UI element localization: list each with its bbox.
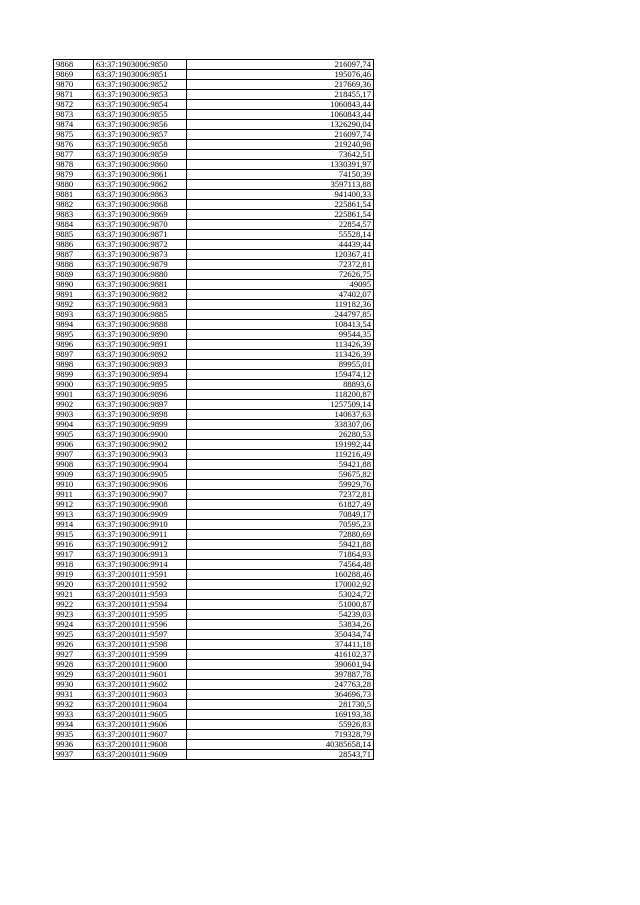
cadastral-number-cell: 63:37:1903006:9903 bbox=[94, 450, 187, 460]
row-number-cell: 9885 bbox=[54, 230, 94, 240]
row-number-cell: 9918 bbox=[54, 560, 94, 570]
value-cell: 59421,88 bbox=[187, 460, 374, 470]
value-cell: 71864,93 bbox=[187, 550, 374, 560]
cadastral-number-cell: 63:37:2001011:9601 bbox=[94, 670, 187, 680]
row-number-cell: 9886 bbox=[54, 240, 94, 250]
row-number-cell: 9901 bbox=[54, 390, 94, 400]
row-number-cell: 9888 bbox=[54, 260, 94, 270]
row-number-cell: 9934 bbox=[54, 720, 94, 730]
row-number-cell: 9907 bbox=[54, 450, 94, 460]
table-row bbox=[54, 410, 374, 420]
table-row bbox=[54, 270, 374, 280]
cadastral-number-cell: 63:37:1903006:9890 bbox=[94, 330, 187, 340]
row-number-cell: 9876 bbox=[54, 140, 94, 150]
value-cell: 55528,14 bbox=[187, 230, 374, 240]
cadastral-number-cell: 63:37:2001011:9594 bbox=[94, 600, 187, 610]
table-row bbox=[54, 570, 374, 580]
cadastral-number-cell: 63:37:1903006:9872 bbox=[94, 240, 187, 250]
cadastral-number-cell: 63:37:1903006:9855 bbox=[94, 110, 187, 120]
value-cell: 159474,12 bbox=[187, 370, 374, 380]
table-row bbox=[54, 530, 374, 540]
cadastral-number-cell: 63:37:1903006:9873 bbox=[94, 250, 187, 260]
value-cell: 120367,41 bbox=[187, 250, 374, 260]
table-row bbox=[54, 430, 374, 440]
table-row bbox=[54, 150, 374, 160]
row-number-cell: 9903 bbox=[54, 410, 94, 420]
value-cell: 170002,92 bbox=[187, 580, 374, 590]
value-cell: 281730,5 bbox=[187, 700, 374, 710]
table-row bbox=[54, 70, 374, 80]
table-row bbox=[54, 280, 374, 290]
table-row bbox=[54, 380, 374, 390]
value-cell: 28543,71 bbox=[187, 750, 374, 760]
table-row bbox=[54, 200, 374, 210]
table-row bbox=[54, 320, 374, 330]
row-number-cell: 9914 bbox=[54, 520, 94, 530]
table-row bbox=[54, 480, 374, 490]
row-number-cell: 9883 bbox=[54, 210, 94, 220]
cadastral-number-cell: 63:37:1903006:9899 bbox=[94, 420, 187, 430]
value-cell: 44439,44 bbox=[187, 240, 374, 250]
row-number-cell: 9899 bbox=[54, 370, 94, 380]
table-row bbox=[54, 490, 374, 500]
cadastral-number-cell: 63:37:1903006:9896 bbox=[94, 390, 187, 400]
table-row bbox=[54, 690, 374, 700]
table-row bbox=[54, 180, 374, 190]
cadastral-number-cell: 63:37:1903006:9907 bbox=[94, 490, 187, 500]
table-row bbox=[54, 210, 374, 220]
value-cell: 73642,51 bbox=[187, 150, 374, 160]
cadastral-number-cell: 63:37:1903006:9862 bbox=[94, 180, 187, 190]
spreadsheet-table bbox=[53, 59, 374, 760]
value-cell: 247763,28 bbox=[187, 680, 374, 690]
cadastral-number-cell: 63:37:1903006:9883 bbox=[94, 300, 187, 310]
cadastral-number-cell: 63:37:2001011:9606 bbox=[94, 720, 187, 730]
value-cell: 390601,94 bbox=[187, 660, 374, 670]
table-row bbox=[54, 620, 374, 630]
row-number-cell: 9872 bbox=[54, 100, 94, 110]
table-row bbox=[54, 290, 374, 300]
table-body bbox=[54, 60, 374, 760]
row-number-cell: 9874 bbox=[54, 120, 94, 130]
cadastral-number-cell: 63:37:2001011:9598 bbox=[94, 640, 187, 650]
value-cell: 53834,26 bbox=[187, 620, 374, 630]
table-row bbox=[54, 80, 374, 90]
table-row bbox=[54, 90, 374, 100]
row-number-cell: 9875 bbox=[54, 130, 94, 140]
cadastral-number-cell: 63:37:1903006:9857 bbox=[94, 130, 187, 140]
table-row bbox=[54, 640, 374, 650]
table-row bbox=[54, 580, 374, 590]
cadastral-number-cell: 63:37:1903006:9850 bbox=[94, 60, 187, 70]
cadastral-number-cell: 63:37:1903006:9863 bbox=[94, 190, 187, 200]
cadastral-number-cell: 63:37:1903006:9895 bbox=[94, 380, 187, 390]
cadastral-number-cell: 63:37:1903006:9881 bbox=[94, 280, 187, 290]
table-row bbox=[54, 600, 374, 610]
value-cell: 225861,54 bbox=[187, 200, 374, 210]
row-number-cell: 9905 bbox=[54, 430, 94, 440]
cadastral-number-cell: 63:37:1903006:9902 bbox=[94, 440, 187, 450]
table-row bbox=[54, 750, 374, 760]
cadastral-number-cell: 63:37:1903006:9880 bbox=[94, 270, 187, 280]
value-cell: 72880,69 bbox=[187, 530, 374, 540]
cadastral-number-cell: 63:37:2001011:9596 bbox=[94, 620, 187, 630]
value-cell: 218455,17 bbox=[187, 90, 374, 100]
row-number-cell: 9879 bbox=[54, 170, 94, 180]
value-cell: 140637,63 bbox=[187, 410, 374, 420]
table-row bbox=[54, 110, 374, 120]
table-row bbox=[54, 220, 374, 230]
cadastral-number-cell: 63:37:2001011:9602 bbox=[94, 680, 187, 690]
value-cell: 59929,76 bbox=[187, 480, 374, 490]
table-row bbox=[54, 450, 374, 460]
row-number-cell: 9935 bbox=[54, 730, 94, 740]
value-cell: 22854,57 bbox=[187, 220, 374, 230]
value-cell: 88893,6 bbox=[187, 380, 374, 390]
row-number-cell: 9909 bbox=[54, 470, 94, 480]
row-number-cell: 9887 bbox=[54, 250, 94, 260]
row-number-cell: 9922 bbox=[54, 600, 94, 610]
table-row bbox=[54, 680, 374, 690]
table-row bbox=[54, 250, 374, 260]
value-cell: 217669,36 bbox=[187, 80, 374, 90]
row-number-cell: 9916 bbox=[54, 540, 94, 550]
cadastral-number-cell: 63:37:1903006:9885 bbox=[94, 310, 187, 320]
value-cell: 54239,03 bbox=[187, 610, 374, 620]
value-cell: 397887,78 bbox=[187, 670, 374, 680]
row-number-cell: 9889 bbox=[54, 270, 94, 280]
cadastral-number-cell: 63:37:2001011:9605 bbox=[94, 710, 187, 720]
cadastral-number-cell: 63:37:1903006:9856 bbox=[94, 120, 187, 130]
cadastral-number-cell: 63:37:1903006:9909 bbox=[94, 510, 187, 520]
cadastral-number-cell: 63:37:2001011:9599 bbox=[94, 650, 187, 660]
value-cell: 119216,49 bbox=[187, 450, 374, 460]
row-number-cell: 9890 bbox=[54, 280, 94, 290]
value-cell: 40385658,14 bbox=[187, 740, 374, 750]
row-number-cell: 9896 bbox=[54, 340, 94, 350]
cadastral-number-cell: 63:37:2001011:9608 bbox=[94, 740, 187, 750]
value-cell: 74150,39 bbox=[187, 170, 374, 180]
row-number-cell: 9873 bbox=[54, 110, 94, 120]
row-number-cell: 9881 bbox=[54, 190, 94, 200]
cadastral-number-cell: 63:37:1903006:9869 bbox=[94, 210, 187, 220]
row-number-cell: 9900 bbox=[54, 380, 94, 390]
cadastral-number-cell: 63:37:1903006:9898 bbox=[94, 410, 187, 420]
cadastral-number-cell: 63:37:1903006:9871 bbox=[94, 230, 187, 240]
row-number-cell: 9868 bbox=[54, 60, 94, 70]
value-cell: 49095 bbox=[187, 280, 374, 290]
cadastral-number-cell: 63:37:1903006:9897 bbox=[94, 400, 187, 410]
table-row bbox=[54, 330, 374, 340]
cadastral-number-cell: 63:37:1903006:9854 bbox=[94, 100, 187, 110]
value-cell: 3597113,88 bbox=[187, 180, 374, 190]
value-cell: 113426,39 bbox=[187, 350, 374, 360]
cadastral-number-cell: 63:37:1903006:9870 bbox=[94, 220, 187, 230]
table-row bbox=[54, 120, 374, 130]
value-cell: 1326290,04 bbox=[187, 120, 374, 130]
row-number-cell: 9906 bbox=[54, 440, 94, 450]
row-number-cell: 9928 bbox=[54, 660, 94, 670]
cadastral-number-cell: 63:37:1903006:9911 bbox=[94, 530, 187, 540]
cadastral-number-cell: 63:37:1903006:9888 bbox=[94, 320, 187, 330]
cadastral-number-cell: 63:37:2001011:9607 bbox=[94, 730, 187, 740]
row-number-cell: 9912 bbox=[54, 500, 94, 510]
row-number-cell: 9920 bbox=[54, 580, 94, 590]
cadastral-number-cell: 63:37:2001011:9595 bbox=[94, 610, 187, 620]
row-number-cell: 9877 bbox=[54, 150, 94, 160]
value-cell: 53024,72 bbox=[187, 590, 374, 600]
table-row bbox=[54, 260, 374, 270]
value-cell: 99544,35 bbox=[187, 330, 374, 340]
table-row bbox=[54, 360, 374, 370]
row-number-cell: 9892 bbox=[54, 300, 94, 310]
table-row bbox=[54, 730, 374, 740]
row-number-cell: 9929 bbox=[54, 670, 94, 680]
row-number-cell: 9937 bbox=[54, 750, 94, 760]
value-cell: 169193,38 bbox=[187, 710, 374, 720]
value-cell: 26280,53 bbox=[187, 430, 374, 440]
value-cell: 219240,98 bbox=[187, 140, 374, 150]
table-row bbox=[54, 550, 374, 560]
table-row bbox=[54, 540, 374, 550]
value-cell: 195076,46 bbox=[187, 70, 374, 80]
value-cell: 108413,54 bbox=[187, 320, 374, 330]
value-cell: 119182,36 bbox=[187, 300, 374, 310]
row-number-cell: 9936 bbox=[54, 740, 94, 750]
table-row bbox=[54, 310, 374, 320]
table-row bbox=[54, 370, 374, 380]
cadastral-number-cell: 63:37:1903006:9882 bbox=[94, 290, 187, 300]
table-row bbox=[54, 400, 374, 410]
row-number-cell: 9933 bbox=[54, 710, 94, 720]
table-row bbox=[54, 660, 374, 670]
row-number-cell: 9904 bbox=[54, 420, 94, 430]
table-row bbox=[54, 420, 374, 430]
row-number-cell: 9921 bbox=[54, 590, 94, 600]
cadastral-number-cell: 63:37:1903006:9905 bbox=[94, 470, 187, 480]
cadastral-number-cell: 63:37:1903006:9912 bbox=[94, 540, 187, 550]
cadastral-number-cell: 63:37:1903006:9858 bbox=[94, 140, 187, 150]
row-number-cell: 9895 bbox=[54, 330, 94, 340]
row-number-cell: 9923 bbox=[54, 610, 94, 620]
row-number-cell: 9880 bbox=[54, 180, 94, 190]
table-row bbox=[54, 740, 374, 750]
table-row bbox=[54, 650, 374, 660]
row-number-cell: 9870 bbox=[54, 80, 94, 90]
cadastral-number-cell: 63:37:1903006:9861 bbox=[94, 170, 187, 180]
value-cell: 941400,33 bbox=[187, 190, 374, 200]
value-cell: 59421,88 bbox=[187, 540, 374, 550]
table-row bbox=[54, 610, 374, 620]
cadastral-number-cell: 63:37:1903006:9900 bbox=[94, 430, 187, 440]
row-number-cell: 9871 bbox=[54, 90, 94, 100]
row-number-cell: 9931 bbox=[54, 690, 94, 700]
row-number-cell: 9878 bbox=[54, 160, 94, 170]
table-row bbox=[54, 630, 374, 640]
row-number-cell: 9891 bbox=[54, 290, 94, 300]
value-cell: 216097,74 bbox=[187, 130, 374, 140]
cadastral-number-cell: 63:37:1903006:9860 bbox=[94, 160, 187, 170]
row-number-cell: 9884 bbox=[54, 220, 94, 230]
value-cell: 225861,54 bbox=[187, 210, 374, 220]
cadastral-number-cell: 63:37:2001011:9609 bbox=[94, 750, 187, 760]
table-row bbox=[54, 230, 374, 240]
cadastral-number-cell: 63:37:1903006:9853 bbox=[94, 90, 187, 100]
value-cell: 1060843,44 bbox=[187, 100, 374, 110]
row-number-cell: 9915 bbox=[54, 530, 94, 540]
row-number-cell: 9917 bbox=[54, 550, 94, 560]
cadastral-number-cell: 63:37:1903006:9879 bbox=[94, 260, 187, 270]
row-number-cell: 9898 bbox=[54, 360, 94, 370]
row-number-cell: 9910 bbox=[54, 480, 94, 490]
value-cell: 70849,17 bbox=[187, 510, 374, 520]
cadastral-number-cell: 63:37:1903006:9852 bbox=[94, 80, 187, 90]
table-row bbox=[54, 130, 374, 140]
table-row bbox=[54, 300, 374, 310]
value-cell: 59675,82 bbox=[187, 470, 374, 480]
cadastral-number-cell: 63:37:2001011:9604 bbox=[94, 700, 187, 710]
value-cell: 89955,01 bbox=[187, 360, 374, 370]
table-row bbox=[54, 140, 374, 150]
row-number-cell: 9927 bbox=[54, 650, 94, 660]
table-row bbox=[54, 340, 374, 350]
row-number-cell: 9919 bbox=[54, 570, 94, 580]
table-row bbox=[54, 390, 374, 400]
value-cell: 72626,75 bbox=[187, 270, 374, 280]
table-row bbox=[54, 500, 374, 510]
row-number-cell: 9908 bbox=[54, 460, 94, 470]
table-row bbox=[54, 700, 374, 710]
row-number-cell: 9911 bbox=[54, 490, 94, 500]
value-cell: 350434,74 bbox=[187, 630, 374, 640]
value-cell: 113426,39 bbox=[187, 340, 374, 350]
table-row bbox=[54, 470, 374, 480]
value-cell: 55926,83 bbox=[187, 720, 374, 730]
table-row bbox=[54, 510, 374, 520]
cadastral-number-cell: 63:37:1903006:9868 bbox=[94, 200, 187, 210]
value-cell: 416102,37 bbox=[187, 650, 374, 660]
table-row bbox=[54, 60, 374, 70]
value-cell: 191992,44 bbox=[187, 440, 374, 450]
table-row bbox=[54, 350, 374, 360]
value-cell: 160288,46 bbox=[187, 570, 374, 580]
cadastral-number-cell: 63:37:1903006:9851 bbox=[94, 70, 187, 80]
cadastral-number-cell: 63:37:2001011:9591 bbox=[94, 570, 187, 580]
cadastral-number-cell: 63:37:1903006:9893 bbox=[94, 360, 187, 370]
cadastral-number-cell: 63:37:1903006:9892 bbox=[94, 350, 187, 360]
cadastral-number-cell: 63:37:1903006:9904 bbox=[94, 460, 187, 470]
value-cell: 118200,87 bbox=[187, 390, 374, 400]
value-cell: 47402,07 bbox=[187, 290, 374, 300]
table-row bbox=[54, 520, 374, 530]
table-row bbox=[54, 460, 374, 470]
row-number-cell: 9932 bbox=[54, 700, 94, 710]
value-cell: 1330391,97 bbox=[187, 160, 374, 170]
row-number-cell: 9913 bbox=[54, 510, 94, 520]
row-number-cell: 9869 bbox=[54, 70, 94, 80]
value-cell: 338307,06 bbox=[187, 420, 374, 430]
table-row bbox=[54, 560, 374, 570]
cadastral-number-cell: 63:37:2001011:9600 bbox=[94, 660, 187, 670]
cadastral-number-cell: 63:37:2001011:9592 bbox=[94, 580, 187, 590]
value-cell: 719328,79 bbox=[187, 730, 374, 740]
value-cell: 72372,81 bbox=[187, 260, 374, 270]
row-number-cell: 9925 bbox=[54, 630, 94, 640]
cadastral-number-cell: 63:37:2001011:9603 bbox=[94, 690, 187, 700]
table-row bbox=[54, 590, 374, 600]
table-row bbox=[54, 160, 374, 170]
table-row bbox=[54, 720, 374, 730]
value-cell: 364696,73 bbox=[187, 690, 374, 700]
value-cell: 72372,81 bbox=[187, 490, 374, 500]
cadastral-number-cell: 63:37:1903006:9914 bbox=[94, 560, 187, 570]
cadastral-number-cell: 63:37:1903006:9910 bbox=[94, 520, 187, 530]
row-number-cell: 9902 bbox=[54, 400, 94, 410]
value-cell: 374411,18 bbox=[187, 640, 374, 650]
row-number-cell: 9897 bbox=[54, 350, 94, 360]
cadastral-number-cell: 63:37:2001011:9597 bbox=[94, 630, 187, 640]
row-number-cell: 9894 bbox=[54, 320, 94, 330]
value-cell: 70595,23 bbox=[187, 520, 374, 530]
value-cell: 1060843,44 bbox=[187, 110, 374, 120]
cadastral-number-cell: 63:37:1903006:9894 bbox=[94, 370, 187, 380]
value-cell: 61827,49 bbox=[187, 500, 374, 510]
table-row bbox=[54, 670, 374, 680]
table-row bbox=[54, 190, 374, 200]
table-row bbox=[54, 100, 374, 110]
value-cell: 74564,48 bbox=[187, 560, 374, 570]
table-row bbox=[54, 440, 374, 450]
row-number-cell: 9926 bbox=[54, 640, 94, 650]
row-number-cell: 9924 bbox=[54, 620, 94, 630]
table-row bbox=[54, 240, 374, 250]
table-row bbox=[54, 710, 374, 720]
row-number-cell: 9882 bbox=[54, 200, 94, 210]
cadastral-number-cell: 63:37:1903006:9891 bbox=[94, 340, 187, 350]
cadastral-number-cell: 63:37:1903006:9908 bbox=[94, 500, 187, 510]
cadastral-number-cell: 63:37:1903006:9906 bbox=[94, 480, 187, 490]
row-number-cell: 9930 bbox=[54, 680, 94, 690]
row-number-cell: 9893 bbox=[54, 310, 94, 320]
value-cell: 216097,74 bbox=[187, 60, 374, 70]
value-cell: 244797,85 bbox=[187, 310, 374, 320]
cadastral-number-cell: 63:37:1903006:9913 bbox=[94, 550, 187, 560]
value-cell: 1257509,14 bbox=[187, 400, 374, 410]
cadastral-number-cell: 63:37:1903006:9859 bbox=[94, 150, 187, 160]
cadastral-number-cell: 63:37:2001011:9593 bbox=[94, 590, 187, 600]
table-row bbox=[54, 170, 374, 180]
value-cell: 51000,87 bbox=[187, 600, 374, 610]
